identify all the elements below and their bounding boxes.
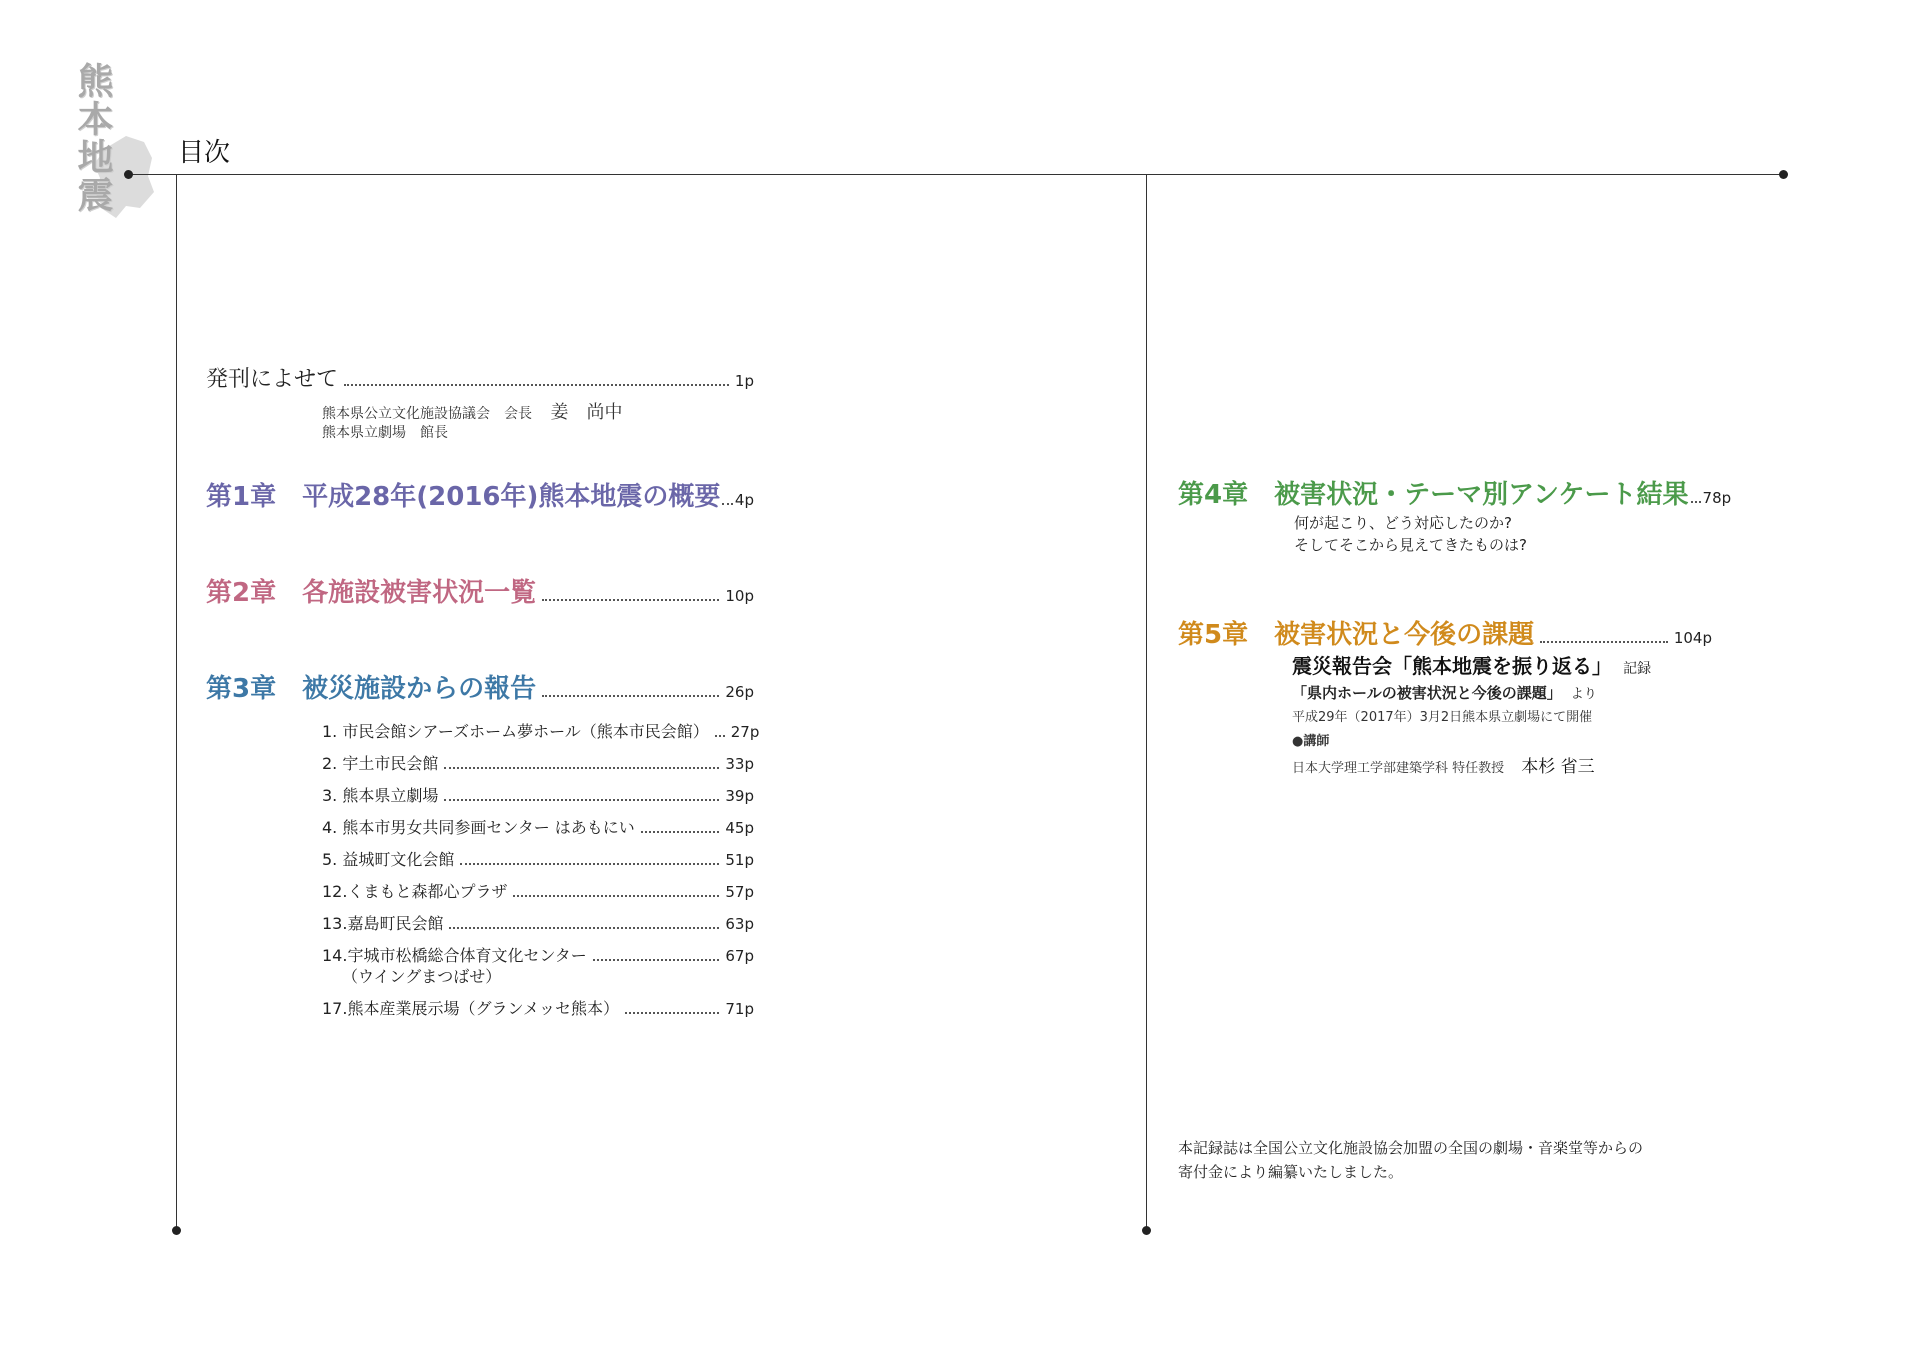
subentry-label-continued: （ウイングまつばせ） — [342, 967, 502, 986]
dot-leader — [542, 599, 719, 601]
page-title: 目次 — [178, 138, 231, 168]
dot-leader — [344, 384, 729, 386]
lecturer: 日本大学理工学部建築学科 特任教授 本杉 省三 — [1292, 757, 1595, 777]
subentry-label: 5. 益城町文化会館 — [322, 850, 455, 869]
dot-leader — [641, 831, 720, 833]
toc-subentry[interactable] — [322, 911, 754, 934]
event-date: 平成29年（2017年）3月2日熊本県立劇場にて開催 — [1292, 710, 1593, 725]
toc-entry-chapter-5[interactable] — [1178, 614, 1712, 651]
page-number: 10p — [725, 587, 754, 605]
chapter-heading: 第2章 各施設被害状況一覧 — [206, 578, 537, 608]
dot-leader — [444, 799, 719, 801]
top-rule — [128, 174, 1783, 175]
subentry-label: 2. 宇土市民会館 — [322, 754, 439, 773]
toc-subentry[interactable] — [322, 847, 754, 870]
logo — [66, 58, 156, 228]
toc-entry-preface[interactable] — [206, 362, 754, 393]
page-number: 27p — [730, 723, 760, 741]
author-title: 熊本県立劇場 館長 — [322, 425, 448, 441]
dot-leader — [715, 735, 725, 737]
preface-title: 発刊によせて — [206, 367, 339, 392]
preface-author — [322, 398, 622, 424]
logo-text: 熊本地震 — [72, 62, 113, 214]
subentry-label: 12.くまもと森都心プラザ — [322, 882, 508, 901]
toc-subentry[interactable] — [322, 719, 760, 742]
chapter-heading: 第4章 被害状況・テーマ別アンケート結果 — [1178, 480, 1689, 510]
subentry-label: 1. 市民会館シアーズホーム夢ホール（熊本市民会館） — [322, 722, 709, 741]
dot-leader — [1540, 641, 1668, 643]
dot-leader — [542, 695, 719, 697]
page-number: 45p — [725, 819, 754, 837]
dot-leader — [593, 959, 720, 961]
subentry-label: 4. 熊本市男女共同参画センター はあもにい — [322, 818, 635, 837]
page-number: 33p — [725, 755, 754, 773]
page-number: 1p — [734, 372, 754, 390]
chapter5-subtitle: 「県内ホールの被害状況と今後の課題」 より — [1292, 684, 1597, 702]
dot-leader — [1691, 501, 1701, 503]
subentry-label: 17.熊本産業展示場（グランメッセ熊本） — [322, 999, 619, 1018]
bottom-left-dot — [172, 1226, 181, 1235]
author-name: 姜 尚中 — [550, 402, 623, 423]
dot-leader — [513, 895, 719, 897]
dot-leader — [722, 503, 733, 505]
toc-entry-chapter-1[interactable] — [206, 476, 754, 513]
subentry-label: 3. 熊本県立劇場 — [322, 786, 439, 805]
page-number: 71p — [725, 1000, 754, 1018]
center-rule — [1146, 174, 1147, 1230]
lecturer-label: ●講師 — [1292, 734, 1330, 749]
page-number: 78p — [1702, 489, 1732, 507]
chapter4-subtitle-1: 何が起こり、どう対応したのか? — [1294, 514, 1512, 532]
toc-entry-chapter-3[interactable] — [206, 668, 754, 705]
chapter-heading: 第3章 被災施設からの報告 — [206, 674, 537, 704]
toc-subentry[interactable] — [322, 879, 754, 902]
top-right-dot — [1779, 170, 1788, 179]
dot-leader — [444, 767, 719, 769]
subentry-label: 13.嘉島町民会館 — [322, 914, 444, 933]
page-number: 4p — [734, 491, 754, 509]
toc-subentry[interactable] — [322, 783, 754, 806]
dot-leader — [625, 1012, 719, 1014]
toc-subentry[interactable] — [322, 815, 754, 838]
chapter4-subtitle-2: そしてそこから見えてきたものは? — [1294, 536, 1527, 554]
toc-subentry[interactable] — [322, 751, 754, 774]
page-number: 63p — [725, 915, 754, 933]
page-number: 104p — [1673, 629, 1712, 647]
dot-leader — [460, 863, 719, 865]
toc-entry-chapter-2[interactable] — [206, 572, 754, 609]
page-number: 51p — [725, 851, 754, 869]
author-org: 熊本県公立文化施設協議会 会長 — [322, 406, 532, 422]
footer-note-line-1: 本記録誌は全国公立文化施設協会加盟の全国の劇場・音楽堂等からの — [1178, 1139, 1644, 1157]
chapter5-headline: 震災報告会「熊本地震を振り返る」 記録 — [1292, 654, 1652, 678]
dot-leader — [449, 927, 719, 929]
footer-note-line-2: 寄付金により編纂いたしました。 — [1178, 1163, 1404, 1181]
left-rule — [176, 174, 177, 1230]
toc-subentry[interactable] — [322, 943, 754, 966]
chapter-heading: 第1章 平成28年(2016年)熊本地震の概要 — [206, 482, 721, 512]
chapter-heading: 第5章 被害状況と今後の課題 — [1178, 620, 1535, 650]
toc-subentry[interactable] — [322, 996, 754, 1019]
page-number: 39p — [725, 787, 754, 805]
top-left-dot — [124, 170, 133, 179]
toc-entry-chapter-4[interactable] — [1178, 474, 1732, 511]
page-number: 57p — [725, 883, 754, 901]
page-number: 67p — [725, 947, 754, 965]
page-number: 26p — [725, 683, 754, 701]
bottom-center-dot — [1142, 1226, 1151, 1235]
subentry-label: 14.宇城市松橋総合体育文化センター — [322, 946, 587, 965]
